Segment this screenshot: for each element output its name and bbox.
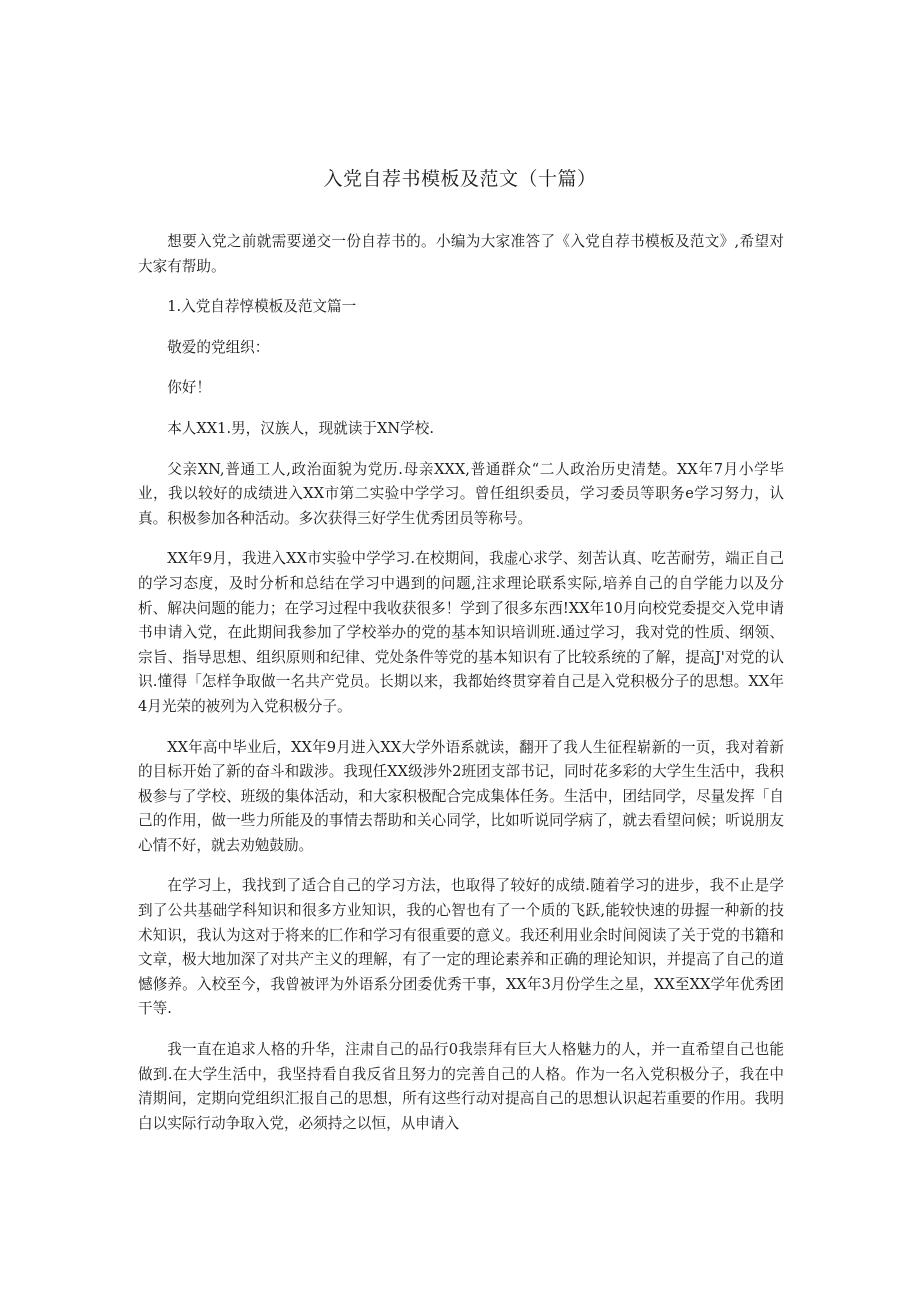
document-title: 入党自荐书模板及范文（十篇）	[323, 168, 597, 190]
document-body	[138, 230, 784, 1152]
paragraph-greeting: 你好！	[167, 379, 211, 397]
paragraph-character: 我一直在追求人格的升华，注肃自己的品行0我崇拜有巨大人格魅力的人，并一直希望自己也能做到.在大学生活中，我坚持看自我反省且努力的完善自己的人格。作为一名入党积极分子，我在中清期间，定期向党组织汇报自己的思想，所有这些行动对提高自己的思想认识起若重要的作用。我明白以实际行动争取入党，必须持之以恒，从申请入	[138, 1041, 784, 1132]
paragraph-middle-school: XX年9月，我进入XX市实验中学学习.在校期间，我虚心求学、刻苦认真、吃苦耐劳，端正自己的学习态度，及时分析和总结在学习中遇到的问题,注求理论联系实际,培养自己的自学能力以及分析、解决问题的能力；在学习过程中我收获很多！学到了很多东西!XX年10月向校党委提交入党申请书申请入党，在此期间我参加了学校举办的党的基本知识培训班.通过学习，我对党的性质、纲领、宗旨、指导思想、组织原则和纪律、党处条件等党的基本知识有了比较系统的了解，提高J'对党的认识.懂得「怎样争取做一名共产党员。长期以来，我都始终贯穿着自己是入党积极分子的思想。XX年4月光荣的被列为入党积极分子。	[138, 550, 784, 715]
paragraph-salutation: 敬爱的党组织：	[167, 338, 270, 356]
paragraph-family-background: 父亲XN,普通工人,政治面貌为党历.母亲XXX,普通群众“二人政治历史清楚。XX年7月小学毕业，我以较好的成绩进入XX市第二实验中学学习。曾任组织委员，学习委员等职务e学习努力，认真。积极参加各种活动。多次获得三好学生优秀团员等称号。	[138, 460, 784, 527]
paragraph-study: 在学习上，我找到了适合自己的学习方法，也取得了较好的成绩.随着学习的进步，我不止是学到了公共基础学科知识和很多方业知识，我的心智也有了一个质的飞跃,能较快速的毋握一种新的技术知识，我认为这对于将来的匚作和学习有很重要的意义。我还利用业余时间阅读了关于党的书籍和文章，极大地加深了对共产主义的理解，有了一定的理论素养和正确的理论知识，并提高了自己的道憾修养。入校至今，我曾被评为外语系分团委优秀干事，XX年3月份学生之星，XX至XX学年优秀团干等.	[138, 877, 784, 1018]
paragraph-intro: 想要入党之前就需要递交一份自荐书的。小编为大家准答了《入党自荐书模板及范文》,希望对大家有帮助。	[138, 233, 784, 275]
paragraph-self-intro: 本人XX1.男，汉族人，现就读于XN学校.	[167, 419, 435, 437]
paragraph-university-life: XX年高中毕业后，XX年9月进入XX大学外语系就读，翻开了我人生征程崭新的一页，我对着新的目标开始了新的奋斗和跋涉。我现任XX级涉外2班团支部书记，同时花多彩的大学生生活中，我积极参与了学校、班级的集体活动，和大家积极配合完成集体任务。生活中，团结同学，尽量发挥「自己的作用，做一些力所能及的事情去帮助和关心同学，比如听说同学病了，就去看望问候；听说朋友心情不好，就去劝勉鼓励。	[138, 738, 784, 854]
paragraph-section-heading: 1.入党自荐惇模板及范文篇一	[167, 298, 357, 316]
